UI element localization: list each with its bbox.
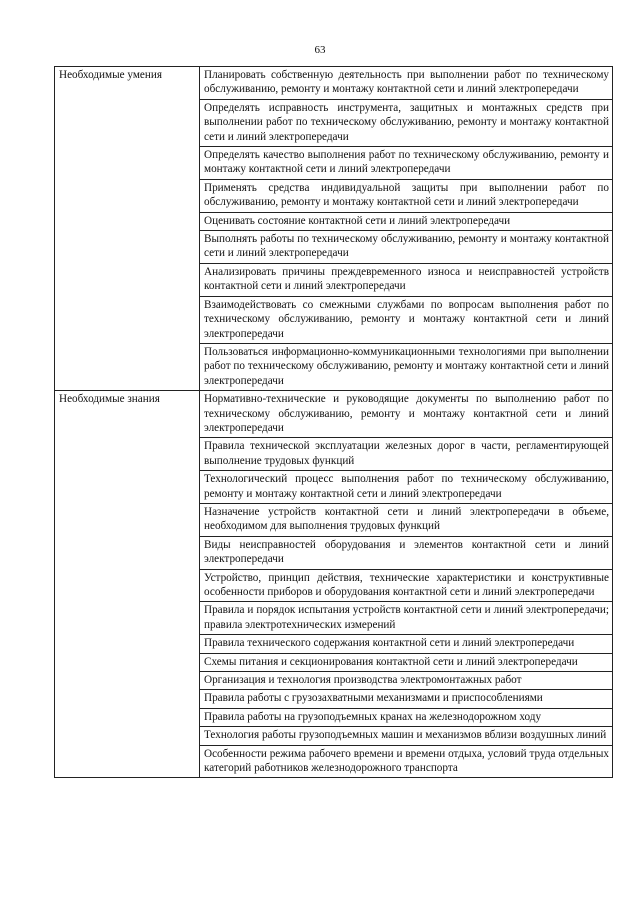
requirements-table: [54, 66, 613, 778]
requirement-item: Правила работы с грузозахватными механизмами и приспособлениями: [200, 690, 613, 708]
requirement-item: Анализировать причины преждевременного износа и неисправностей устройств контактной сети и линий электропередачи: [200, 263, 613, 296]
requirement-item: Определять качество выполнения работ по техническому обслуживанию, ремонту и монтажу контактной сети и линий электропередачи: [200, 147, 613, 180]
requirement-item: Оценивать состояние контактной сети и линий электропередачи: [200, 212, 613, 230]
requirement-item: Правила технического содержания контактной сети и линий электропередачи: [200, 635, 613, 653]
requirement-item: Взаимодействовать со смежными службами по вопросам выполнения работ по техническому обслуживанию, ремонту и монтажу контактной сети и линий электропередачи: [200, 296, 613, 343]
table-row: [55, 67, 613, 100]
requirements-table-body: [55, 67, 613, 778]
requirement-item: Схемы питания и секционирования контактной сети и линий электропередачи: [200, 653, 613, 671]
requirement-item: Применять средства индивидуальной защиты при выполнении работ по обслуживанию, ремонту и монтажу контактной сети и линий электропередачи: [200, 179, 613, 212]
category-skills: Необходимые умения: [55, 67, 200, 391]
requirement-item: Технология работы грузоподъемных машин и механизмов вблизи воздушных линий: [200, 727, 613, 745]
requirement-item: Назначение устройств контактной сети и линий электропередачи в объеме, необходимом для выполнения трудовых функций: [200, 503, 613, 536]
requirement-item: Организация и технология производства электромонтажных работ: [200, 672, 613, 690]
table-row: [55, 391, 613, 438]
requirement-item: Планировать собственную деятельность при выполнении работ по техническому обслуживанию, ремонту и монтажу контактной сети и линий электропередачи: [200, 67, 613, 100]
requirement-item: Правила и порядок испытания устройств контактной сети и линий электропередачи; правила электротехнических измерений: [200, 602, 613, 635]
requirement-item: Устройство, принцип действия, технические характеристики и конструктивные особенности приборов и оборудования контактной сети и линий электропередачи: [200, 569, 613, 602]
requirement-item: Особенности режима рабочего времени и времени отдыха, условий труда отдельных категорий работников железнодорожного транспорта: [200, 745, 613, 778]
page-number: 63: [314, 44, 326, 56]
requirement-item: Выполнять работы по техническому обслуживанию, ремонту и монтажу контактной сети и линий электропередачи: [200, 231, 613, 264]
requirement-item: Нормативно-технические и руководящие документы по выполнению работ по техническому обслуживанию, ремонту и монтажу контактной сети и линий электропередачи: [200, 391, 613, 438]
requirement-item: Виды неисправностей оборудования и элементов контактной сети и линий электропередачи: [200, 536, 613, 569]
requirement-item: Определять исправность инструмента, защитных и монтажных средств при выполнении работ по техническому обслуживанию, ремонту и монтажу контактной сети и линий электропередачи: [200, 99, 613, 146]
requirement-item: Правила работы на грузоподъемных кранах на железнодорожном ходу: [200, 708, 613, 726]
category-knowledge: Необходимые знания: [55, 391, 200, 778]
requirement-item: Пользоваться информационно-коммуникационными технологиями при выполнении работ по техническому обслуживанию, ремонту и монтажу контактной сети и линий электропередачи: [200, 343, 613, 390]
requirement-item: Технологический процесс выполнения работ по техническому обслуживанию, ремонту и монтажу контактной сети и линий электропередачи: [200, 471, 613, 504]
requirement-item: Правила технической эксплуатации железных дорог в части, регламентирующей выполнение трудовых функций: [200, 438, 613, 471]
